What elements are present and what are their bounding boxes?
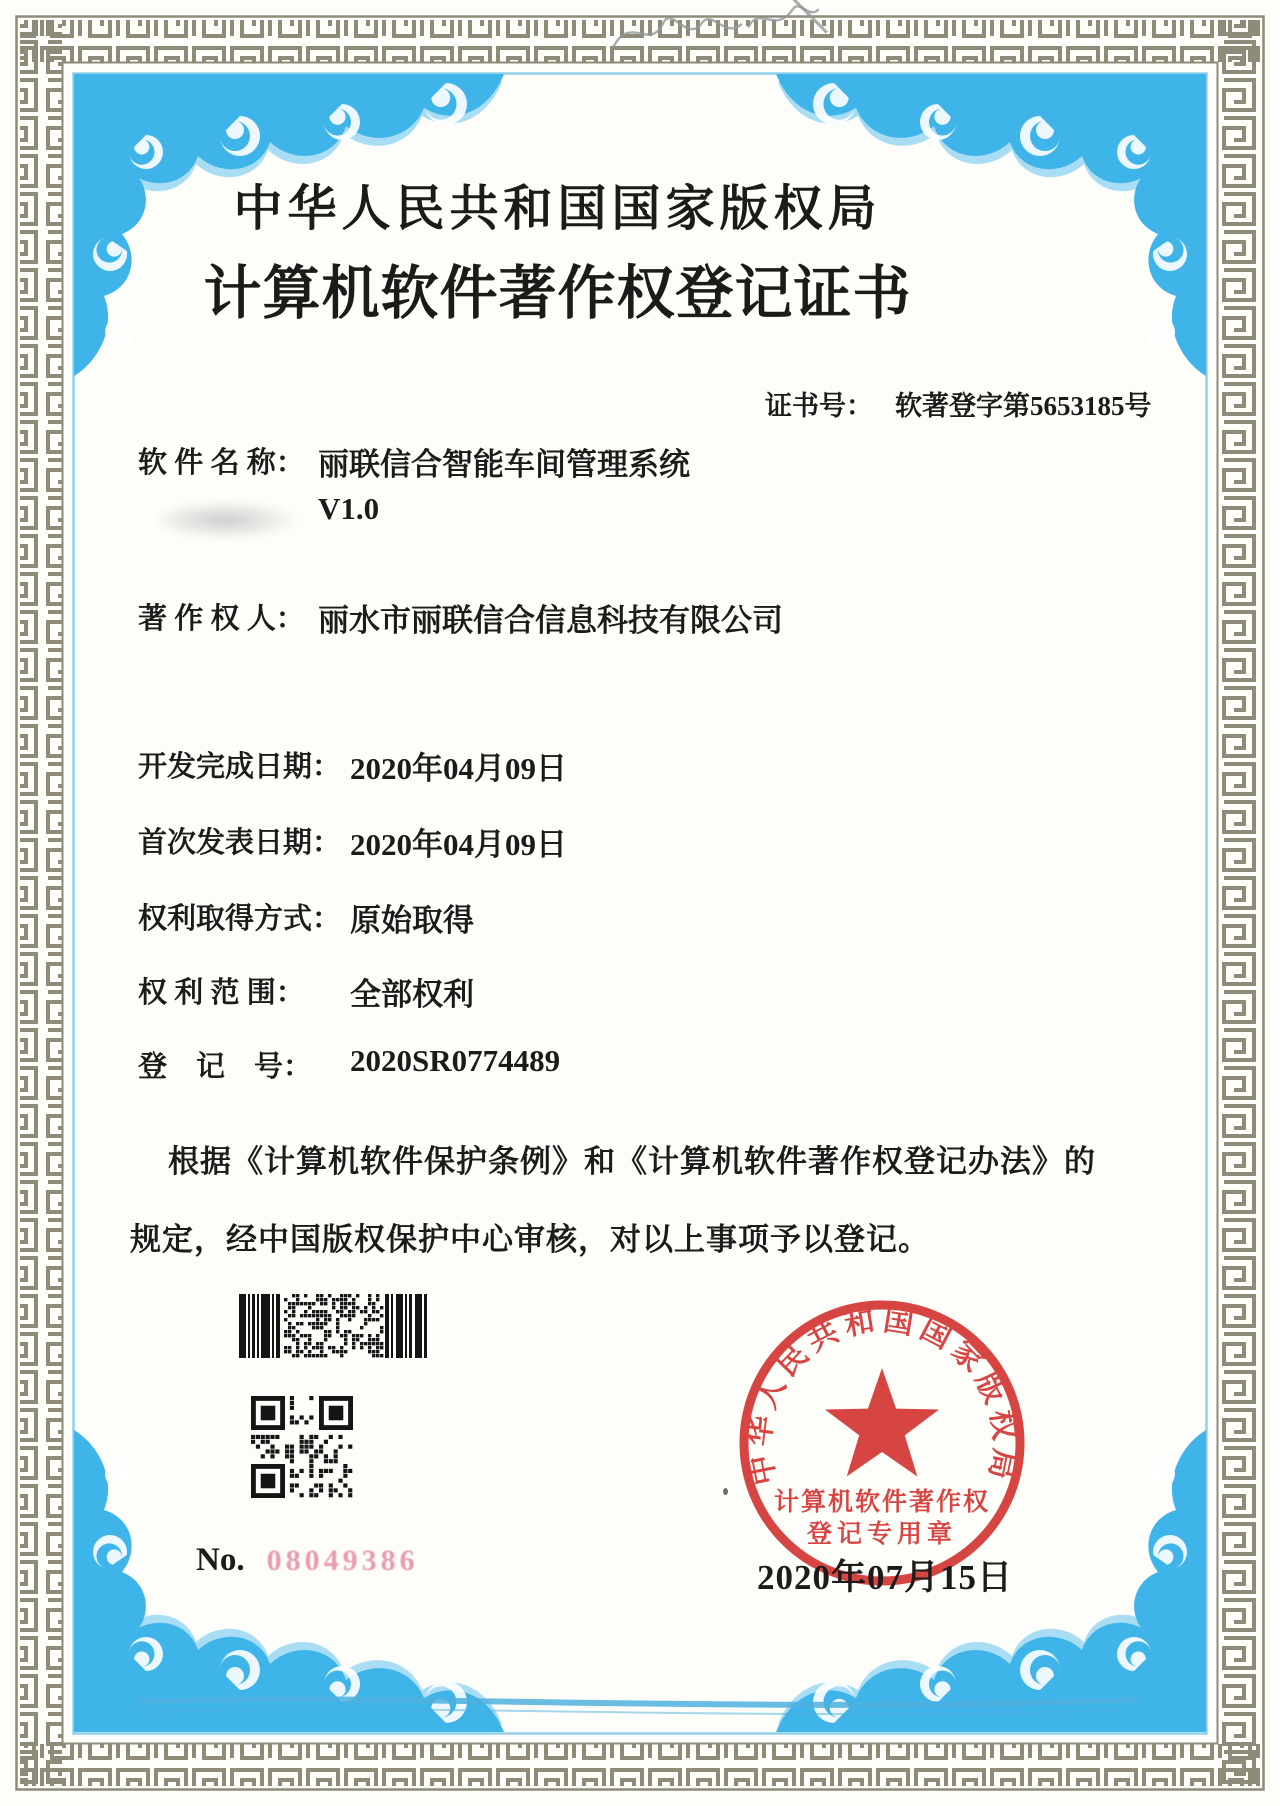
handwriting-mark [598, 0, 838, 56]
field-label: 著 作 权 人： [138, 603, 305, 635]
field-label: 登 记 号： [138, 1051, 313, 1083]
field-row-copyright-holder [138, 596, 1078, 656]
field-value: 丽联信合智能车间管理系统 [318, 447, 690, 482]
field-label: 权利取得方式： [138, 903, 342, 935]
serial-prefix: No. [196, 1542, 245, 1578]
barcode [239, 1294, 427, 1358]
issuer-title: 中华人民共和国国家版权局 [233, 181, 882, 236]
registration-statement-line2: 规定，经中国版权保护中心审核，对以上事项予以登记。 [130, 1222, 930, 1257]
field-row-dev-complete-date [138, 744, 1078, 804]
field-row-registration-number [138, 1044, 1078, 1104]
serial-number [196, 1542, 419, 1579]
field-label: 软 件 名 称： [138, 447, 305, 479]
field-value-version: V1.0 [318, 491, 380, 526]
field-label: 权 利 范 围： [138, 977, 305, 1009]
registration-statement-line1: 根据《计算机软件保护条例》和《计算机软件著作权登记办法》的 [168, 1144, 1096, 1179]
field-value: 2020SR0774489 [350, 1043, 561, 1078]
field-value: 2020年04月09日 [350, 827, 567, 862]
field-value: 原始取得 [350, 903, 474, 938]
field-row-right-scope [138, 970, 1078, 1030]
smudge-mark [150, 500, 300, 540]
serial-value: 08049386 [266, 1544, 419, 1577]
qr-code [251, 1396, 353, 1498]
certificate-number [765, 384, 1152, 423]
field-value: 丽水市丽联信合信息科技有限公司 [318, 603, 783, 638]
field-value: 全部权利 [350, 977, 474, 1012]
certificate-number-value: 软著登字第5653185号 [895, 391, 1152, 421]
seal-text-line2: 登记专用章 [806, 1521, 958, 1548]
seal-text-line1: 计算机软件著作权 [773, 1489, 991, 1516]
star-icon [825, 1368, 939, 1477]
issue-date: 2020年07月15日 [756, 1558, 1013, 1597]
certificate-title: 计算机软件著作权登记证书 [203, 261, 912, 326]
field-label: 首次发表日期： [138, 827, 342, 859]
field-label: 开发完成日期： [138, 751, 342, 783]
seal-ring-text: 中华人民共和国国家版权局 [742, 1303, 1022, 1488]
field-row-software-name [138, 440, 1078, 526]
certificate-number-label: 证书号： [765, 391, 873, 421]
field-row-right-acquisition [138, 896, 1078, 956]
field-row-first-publish-date [138, 820, 1078, 880]
field-value: 2020年04月09日 [350, 751, 567, 786]
